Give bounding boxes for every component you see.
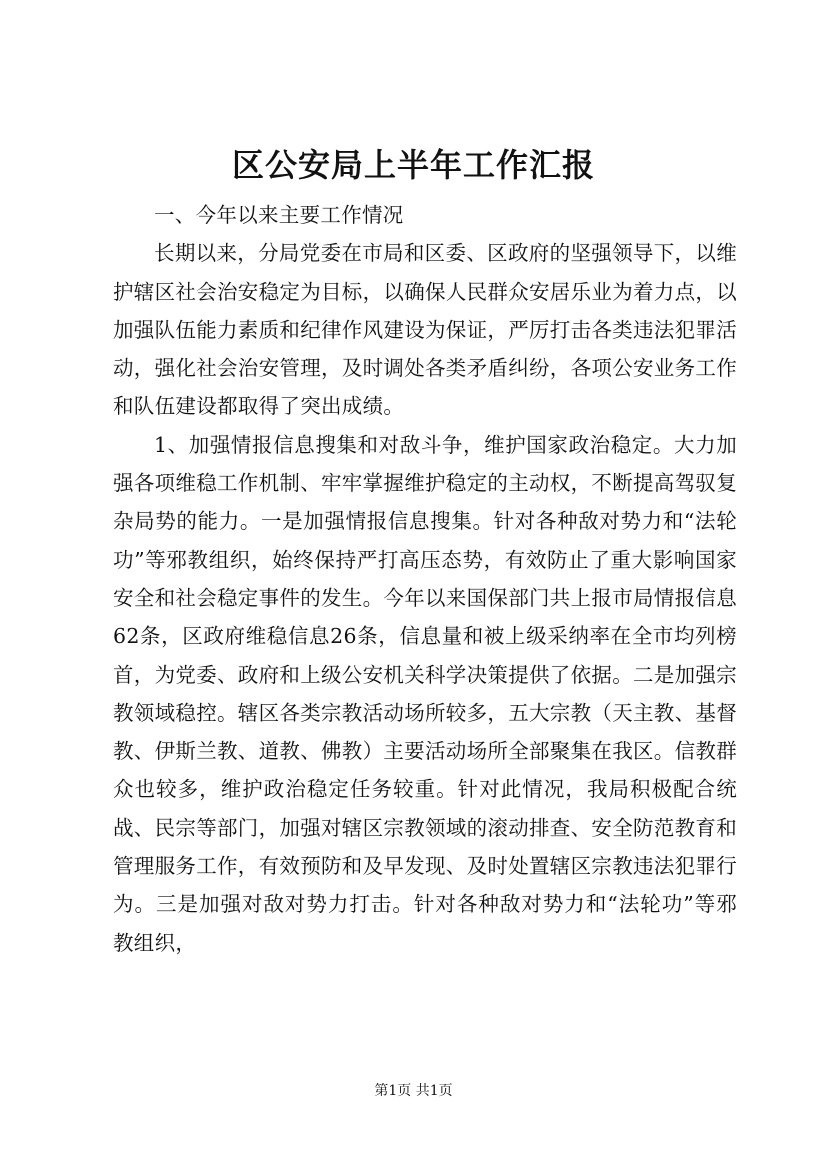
page-footer: 第1页 共1页 (374, 1083, 453, 1099)
paragraph: 1、加强情报信息搜集和对敌斗争，维护国家政治稳定。大力加强各项维稳工作机制、牢牢掌握维护稳定的主动权，不断提高驾驭复杂局势的能力。一是加强情报信息搜集。针对各种敌对势力和“法轮功”等邪教组织，始终保持严打高压态势，有效防止了重大影响国家安全和社会稳定事件的发生。今年以来国保部门共上报市局情报信息62条，区政府维稳信息26条，信息量和被上级采纳率在全市均列榜首，为党委、政府和上级公安机关科学决策提供了依据。二是加强宗教领域稳控。辖区各类宗教活动场所较多，五大宗教（天主教、基督教、伊斯兰教、道教、佛教）主要活动场所全部聚集在我区。信教群众也较多，维护政治稳定任务较重。针对此情况，我局积极配合统战、民宗等部门，加强对辖区宗教领域的滚动排查、安全防范教育和管理服务工作，有效预防和及早发现、及时处置辖区宗教违法犯罪行为。三是加强对敌对势力打击。针对各种敌对势力和“法轮功”等邪教组织， (113, 432, 737, 955)
document-title: 区公安局上半年工作汇报 (231, 146, 595, 184)
paragraph: 长期以来，分局党委在市局和区委、区政府的坚强领导下，以维护辖区社会治安稳定为目标，以确保人民群众安居乐业为着力点，以加强队伍能力素质和纪律作风建设为保证，严厉打击各类违法犯罪活动，强化社会治安管理，及时调处各类矛盾纠纷，各项公安业务工作和队伍建设都取得了突出成绩。 (113, 241, 737, 419)
document-body (113, 196, 737, 962)
section-heading: 一、今年以来主要工作情况 (154, 203, 404, 227)
